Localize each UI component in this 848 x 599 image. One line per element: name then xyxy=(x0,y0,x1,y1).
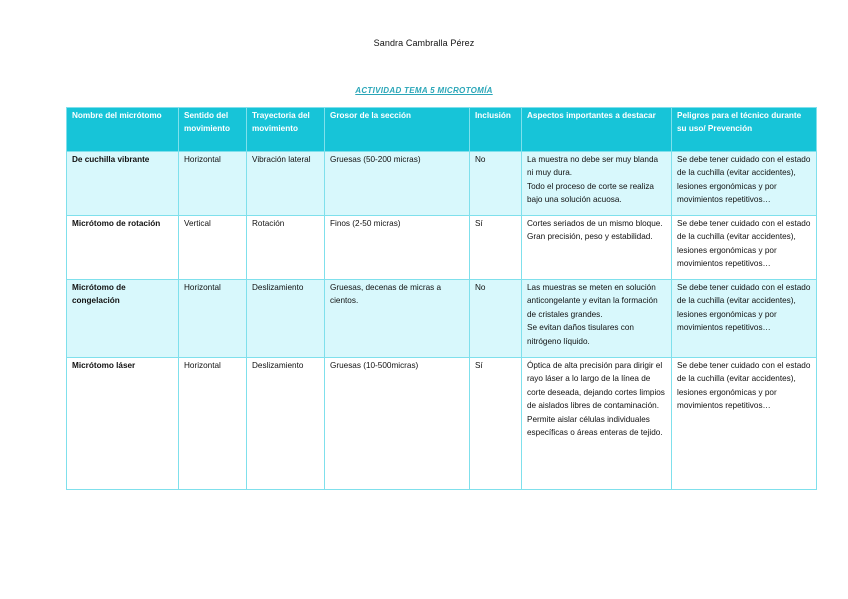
column-header-name: Nombre del micrótomo xyxy=(67,108,179,152)
cell-thickness: Gruesas, decenas de micras a cientos. xyxy=(325,280,470,358)
cell-thickness: Gruesas (50-200 micras) xyxy=(325,152,470,216)
cell-trajectory: Rotación xyxy=(247,216,325,280)
cell-trajectory: Deslizamiento xyxy=(247,280,325,358)
cell-trajectory: Deslizamiento xyxy=(247,358,325,490)
author-name: Sandra Cambralla Pérez xyxy=(373,38,475,48)
aspect-line: Gran precisión, peso y estabilidad. xyxy=(527,232,653,242)
cell-thickness: Finos (2-50 micras) xyxy=(325,216,470,280)
cell-dangers: Se debe tener cuidado con el estado de la cuchilla (evitar accidentes), lesiones ergonómicas y por movimientos repetitivos… xyxy=(672,152,817,216)
cell-direction: Horizontal xyxy=(179,152,247,216)
cell-dangers: Se debe tener cuidado con el estado de la cuchilla (evitar accidentes), lesiones ergonómicas y por movimientos repetitivos… xyxy=(672,280,817,358)
aspect-line: Cortes seriados de un mismo bloque. xyxy=(527,219,663,228)
cell-aspects xyxy=(522,280,672,358)
column-header-direction: Sentido del movimiento xyxy=(179,108,247,152)
table-row xyxy=(67,280,817,358)
table-row xyxy=(67,358,817,490)
cell-name: Micrótomo láser xyxy=(67,358,179,490)
column-header-thickness: Grosor de la sección xyxy=(325,108,470,152)
table-header-row xyxy=(67,108,817,152)
cell-direction: Horizontal xyxy=(179,280,247,358)
cell-dangers: Se debe tener cuidado con el estado de la cuchilla (evitar accidentes), lesiones ergonómicas y por movimientos repetitivos… xyxy=(672,216,817,280)
cell-inclusion: No xyxy=(470,152,522,216)
cell-aspects xyxy=(522,358,672,490)
cell-direction: Horizontal xyxy=(179,358,247,490)
aspect-line: Todo el proceso de corte se realiza bajo una solución acuosa. xyxy=(527,181,654,205)
cell-dangers: Se debe tener cuidado con el estado de la cuchilla (evitar accidentes), lesiones ergonómicas y por movimientos repetitivos… xyxy=(672,358,817,490)
cell-inclusion: Sí xyxy=(470,216,522,280)
cell-inclusion: Sí xyxy=(470,358,522,490)
cell-trajectory: Vibración lateral xyxy=(247,152,325,216)
aspect-line: Se evitan daños tisulares con nitrógeno líquido. xyxy=(527,323,634,346)
cell-aspects xyxy=(522,216,672,280)
aspect-line: Óptica de alta precisión para dirigir el rayo láser a lo largo de la línea de corte deseada, dejando cortes limpios de aislados libres de contaminación. xyxy=(527,361,665,411)
cell-name: Micrótomo de rotación xyxy=(67,216,179,280)
table-row xyxy=(67,216,817,280)
table-row xyxy=(67,152,817,216)
column-header-dangers: Peligros para el técnico durante su uso/ Prevención xyxy=(672,108,817,152)
cell-direction: Vertical xyxy=(179,216,247,280)
column-header-inclusion: Inclusión xyxy=(470,108,522,152)
aspect-line: Las muestras se meten en solución anticongelante y evitan la formación de cristales grandes. xyxy=(527,283,658,319)
column-header-trajectory: Trayectoria del movimiento xyxy=(247,108,325,152)
aspect-line: Permite aislar células individuales específicas o áreas enteras de tejido. xyxy=(527,414,663,438)
cell-name: Micrótomo de congelación xyxy=(67,280,179,358)
aspect-line: La muestra no debe ser muy blanda ni muy dura. xyxy=(527,155,659,178)
cell-aspects xyxy=(522,152,672,216)
document-title: ACTIVIDAD TEMA 5 MICROTOMÍA xyxy=(355,86,493,95)
microtome-table xyxy=(66,107,817,490)
column-header-aspects: Aspectos importantes a destacar xyxy=(522,108,672,152)
cell-inclusion: No xyxy=(470,280,522,358)
cell-name: De cuchilla vibrante xyxy=(67,152,179,216)
cell-thickness: Gruesas (10-500micras) xyxy=(325,358,470,490)
